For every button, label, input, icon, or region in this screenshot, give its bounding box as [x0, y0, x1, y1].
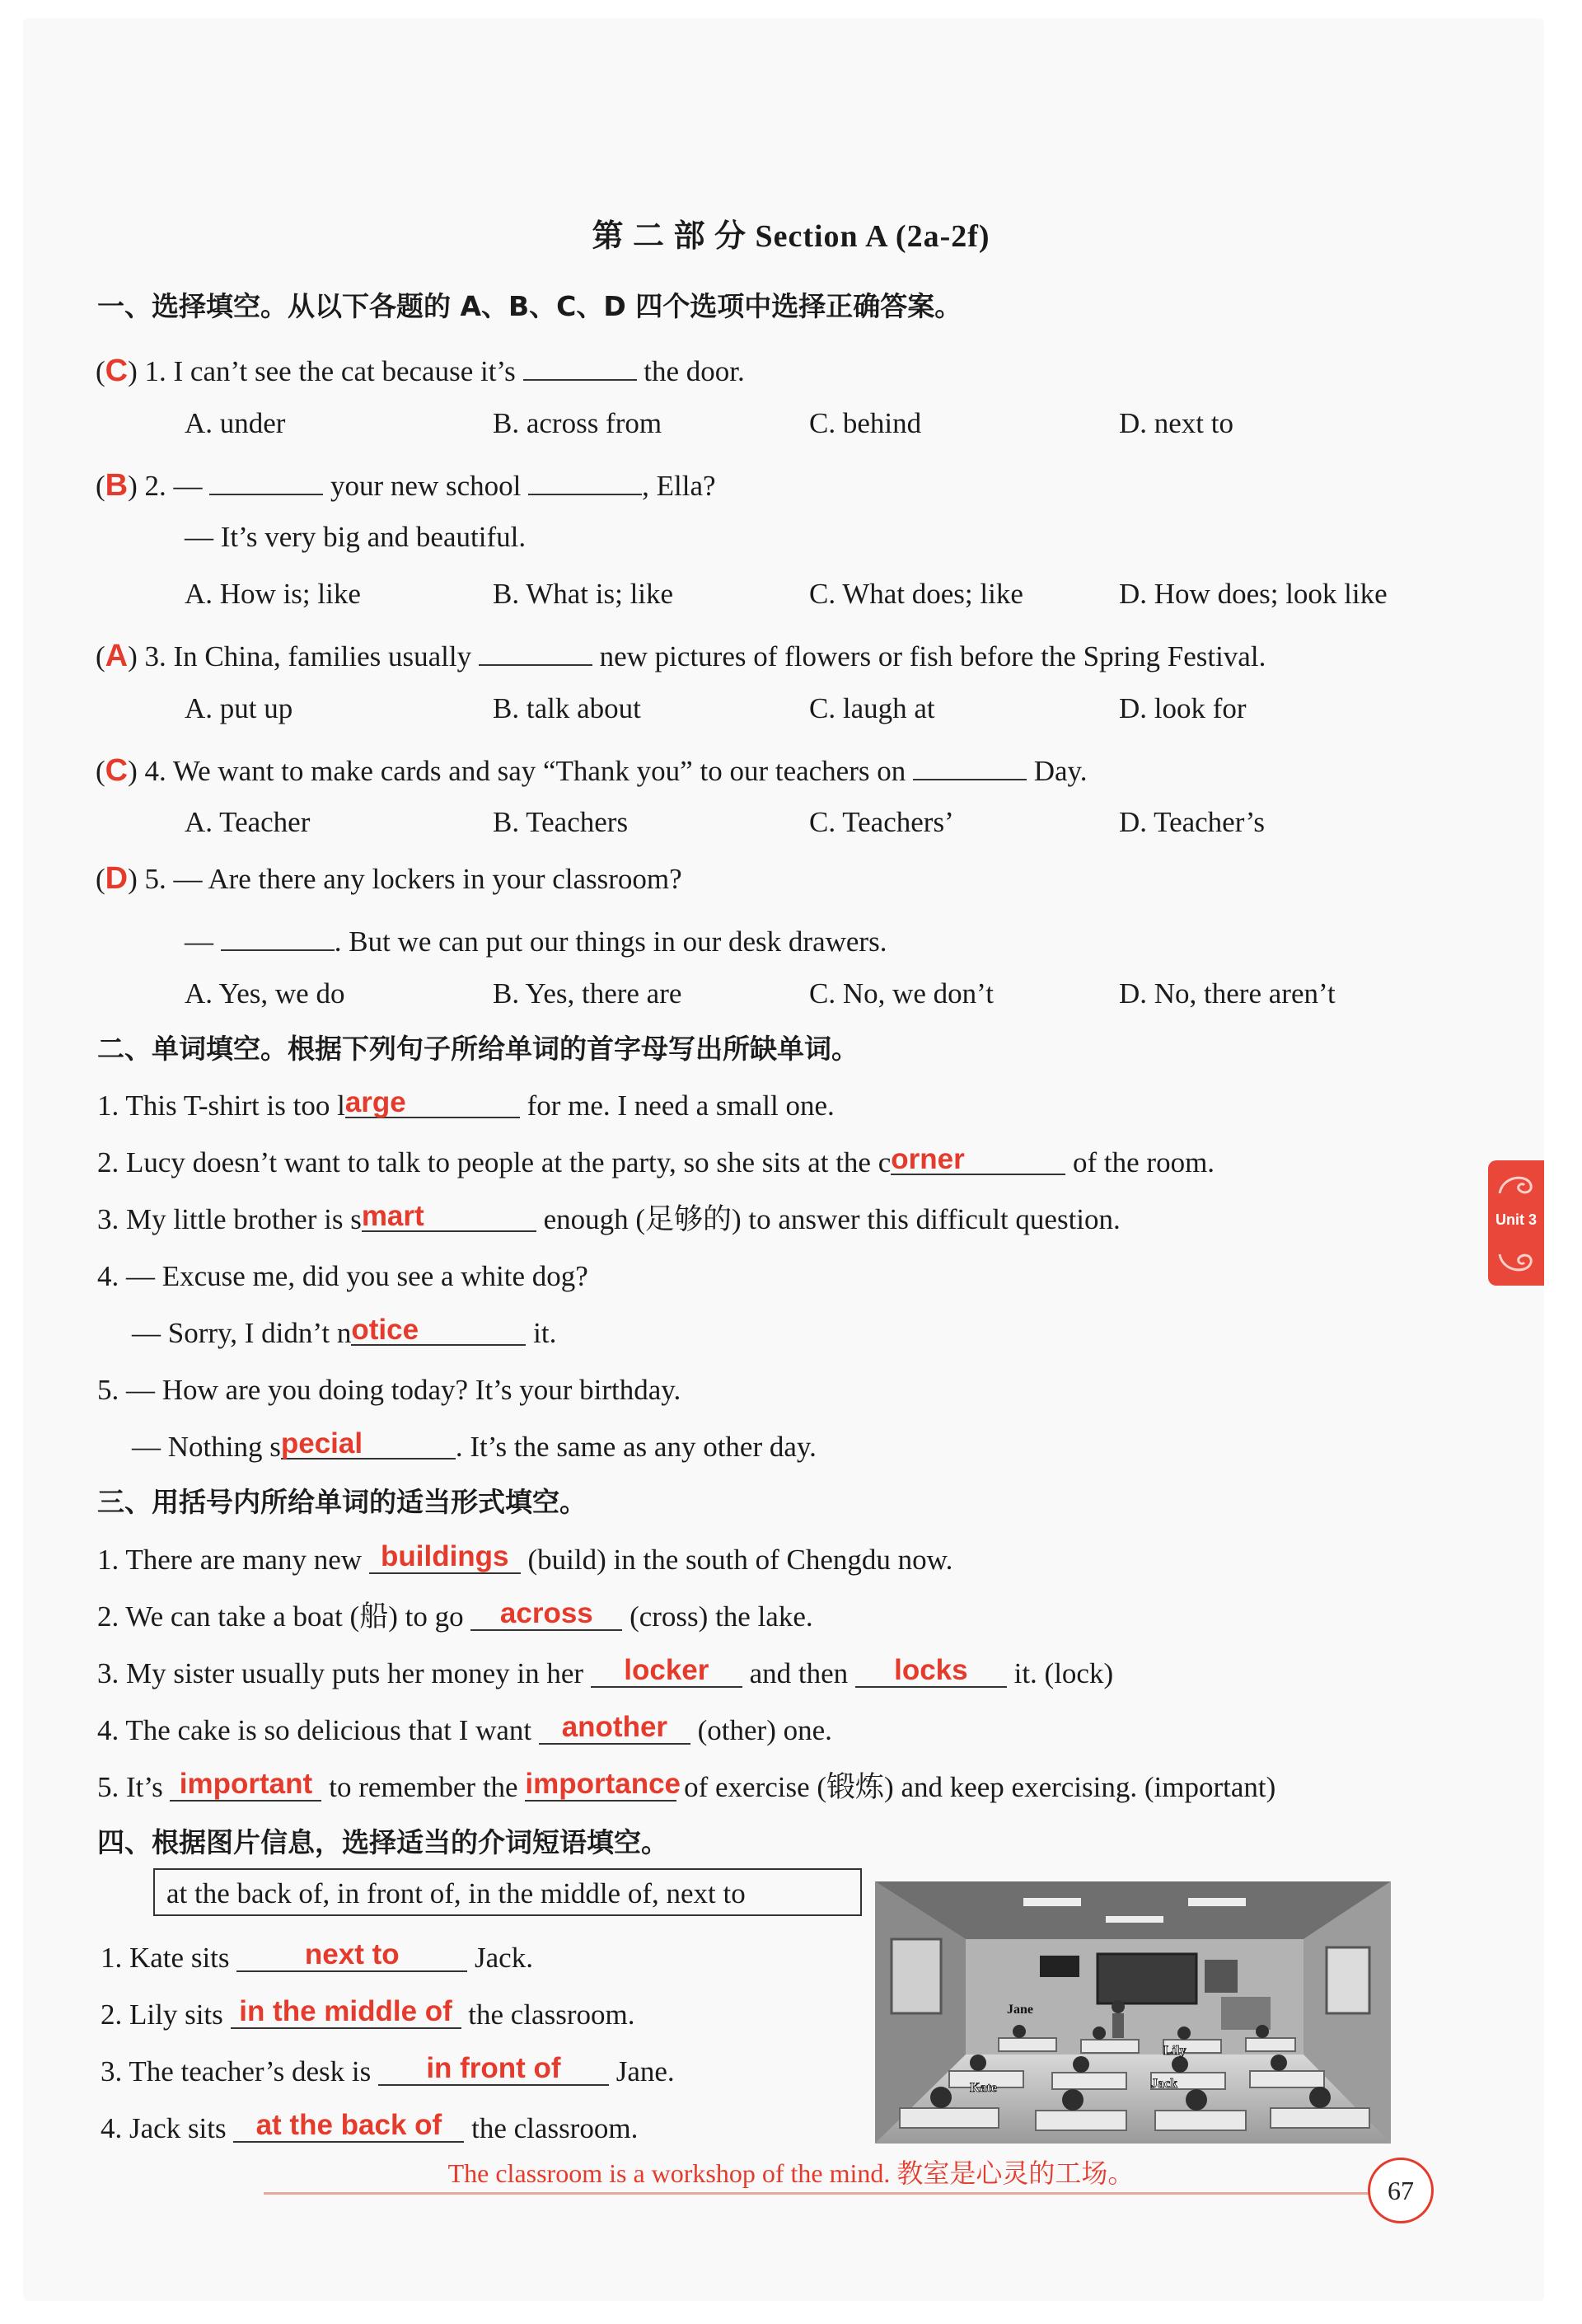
option-a: A. How is; like	[185, 578, 361, 610]
question-stem-end: Day.	[1033, 755, 1088, 787]
sentence-start: 5. It’s	[97, 1771, 163, 1803]
section-title: 第 二 部 分 Section A (2a-2f)	[592, 219, 990, 254]
question-5: (D) 5. — Are there any lockers in your classroom?	[96, 861, 682, 896]
unit-label: Unit 3	[1495, 1211, 1537, 1228]
classroom-picture	[875, 1881, 1391, 2144]
question-stem: 5. — Are there any lockers in your classroom?	[144, 863, 682, 895]
answer-fill: in front of	[378, 2054, 609, 2086]
sentence-end: Jane.	[615, 2055, 675, 2087]
option-a: A. under	[185, 407, 286, 439]
question-stem: 1. I can’t see the cat because it’s	[144, 355, 516, 387]
answer-fill: next to	[236, 1940, 467, 1972]
answer-fill: across	[470, 1599, 622, 1631]
question-stem: 2. —	[144, 470, 203, 502]
sentence-end: the classroom.	[471, 2112, 639, 2144]
option-c: C. What does; like	[809, 578, 1023, 610]
label-jane: Jane	[1007, 2003, 1033, 2017]
sentence-start: 1. There are many new	[97, 1544, 363, 1576]
word-question-2	[97, 1143, 1215, 1178]
question-2: (B) 2. — your new school , Ella?	[96, 464, 716, 501]
answer-fill: orner	[891, 1145, 1065, 1175]
answer-letter: D	[105, 861, 129, 896]
answer-fill: pecial	[281, 1429, 456, 1460]
footer-motto: The classroom is a workshop of the mind. 教室是心灵的工场。	[447, 2158, 1135, 2188]
word-question-5: 5. — How are you doing today? It’s your birthday.	[97, 1374, 681, 1406]
answer-letter: B	[105, 468, 129, 503]
sentence-start: — Nothing s	[132, 1431, 281, 1463]
answer-fill: important	[170, 1769, 321, 1802]
option-a: A. put up	[185, 692, 293, 724]
unit-side-tab	[1488, 1160, 1544, 1286]
answer-blank	[913, 749, 1027, 780]
sentence-end: of the room.	[1073, 1146, 1215, 1178]
word-question-5-reply	[132, 1427, 817, 1463]
picture-question-1	[101, 1938, 533, 1975]
answer-letter: A	[105, 639, 129, 673]
question-stem-end: new pictures of flowers or fish before the Spring Festival.	[599, 640, 1266, 672]
sentence-start: 1. Kate sits	[101, 1942, 230, 1974]
label-jack: Jack	[1151, 2077, 1177, 2091]
form-question-3	[97, 1654, 1114, 1691]
sentence-start: 3. My little brother is s	[97, 1203, 362, 1235]
form-question-1	[97, 1540, 953, 1577]
answer-fill: mart	[362, 1202, 536, 1232]
picture-question-3	[101, 2052, 675, 2089]
label-kate: Kate	[970, 2081, 997, 2095]
sentence-start: 3. The teacher’s desk is	[101, 2055, 372, 2087]
label-lily: Lily	[1163, 2044, 1186, 2058]
answer-fill-2: locks	[855, 1656, 1007, 1688]
sentence-start: 4. Jack sits	[101, 2112, 227, 2144]
answer-blank	[523, 349, 637, 381]
footer-divider	[264, 2192, 1384, 2195]
word-question-3	[97, 1200, 1121, 1235]
option-d: D. How does; look like	[1119, 578, 1388, 610]
sentence-start: — Sorry, I didn’t n	[132, 1317, 352, 1349]
answer-fill: in the middle of	[231, 1997, 461, 2029]
sentence-start: 1. This T-shirt is too l	[97, 1089, 345, 1122]
sentence-end: . It’s the same as any other day.	[455, 1431, 817, 1463]
form-question-4	[97, 1711, 832, 1748]
option-b: B. Teachers	[493, 806, 629, 838]
part3-heading: 三、用括号内所给单词的适当形式填空。	[97, 1486, 587, 1518]
question-stem-mid: your new school	[330, 470, 522, 502]
option-c: C. Teachers’	[809, 806, 954, 838]
question-4: (C) 4. We want to make cards and say “Thank you” to our teachers on Day.	[96, 749, 1088, 786]
word-question-4-reply	[132, 1314, 557, 1349]
sentence-start: 2. We can take a boat (船) to go	[97, 1600, 464, 1633]
answer-fill: another	[539, 1713, 690, 1745]
option-a: A. Teacher	[185, 806, 311, 838]
option-b: B. across from	[493, 407, 662, 439]
sentence-end: (build) in the south of Chengdu now.	[527, 1544, 953, 1576]
option-d: D. Teacher’s	[1119, 806, 1266, 838]
question-stem: 3. In China, families usually	[144, 640, 472, 672]
sentence-end: for me. I need a small one.	[527, 1089, 835, 1122]
answer-letter: C	[105, 354, 129, 388]
answer-letter: C	[105, 753, 129, 788]
answer-fill: at the back of	[233, 2111, 464, 2143]
swirl-ornament-icon	[1495, 1169, 1538, 1202]
swirl-ornament-icon	[1495, 1246, 1538, 1279]
option-d: D. next to	[1119, 407, 1234, 439]
option-c: C. laugh at	[809, 692, 935, 724]
sentence-end: enough (足够的) to answer this difficult question.	[543, 1203, 1121, 1235]
sentence-middle: to remember the	[329, 1771, 518, 1803]
answer-blank	[479, 635, 592, 666]
sentence-end: the classroom.	[468, 1998, 635, 2031]
answer-fill: locker	[591, 1656, 742, 1688]
option-c: C. behind	[809, 407, 922, 439]
form-question-2	[97, 1597, 813, 1634]
question-stem-end: the door.	[644, 355, 745, 387]
page-number: 67	[1368, 2158, 1434, 2223]
sentence-end: (cross) the lake.	[630, 1600, 813, 1633]
picture-question-2	[101, 1995, 635, 2032]
option-b: B. What is; like	[493, 578, 674, 610]
picture-question-4	[101, 2109, 639, 2146]
reply-dash: —	[185, 925, 213, 958]
answer-fill: buildings	[369, 1542, 521, 1574]
sentence-start: 4. The cake is so delicious that I want	[97, 1714, 532, 1746]
option-d: D. look for	[1119, 692, 1247, 724]
sentence-end: it. (lock)	[1013, 1657, 1114, 1689]
answer-blank	[528, 464, 642, 495]
question-3: (A) 3. In China, families usually new pictures of flowers or fish before the Spring Festival.	[96, 635, 1266, 672]
word-question-4: 4. — Excuse me, did you see a white dog?	[97, 1260, 588, 1292]
reply-line	[185, 920, 887, 956]
question-1: (C) 1. I can’t see the cat because it’s the door.	[96, 349, 745, 387]
part4-heading: 四、根据图片信息，选择适当的介词短语填空。	[97, 1826, 668, 1858]
answer-fill-2: importance	[525, 1768, 681, 1800]
question-stem-end: , Ella?	[642, 470, 716, 502]
sentence-end: (other) one.	[697, 1714, 832, 1746]
part2-heading: 二、单词填空。根据下列句子所给单词的首字母写出所缺单词。	[97, 1033, 859, 1065]
answer-blank	[209, 464, 323, 495]
option-d: D. No, there aren’t	[1119, 977, 1336, 1010]
part1-heading: 一、选择填空。从以下各题的 A、B、C、D 四个选项中选择正确答案。	[97, 290, 962, 322]
word-question-1	[97, 1086, 835, 1122]
answer-fill: arge	[345, 1088, 520, 1118]
sentence-middle: and then	[749, 1657, 849, 1689]
reply-line: — It’s very big and beautiful.	[185, 521, 527, 553]
reply-text: . But we can put our things in our desk drawers.	[334, 925, 887, 958]
sentence-start: 3. My sister usually puts her money in her	[97, 1657, 584, 1689]
sentence-end: Jack.	[475, 1942, 533, 1974]
answer-blank	[221, 920, 335, 951]
sentence-start: 2. Lily sits	[101, 1998, 223, 2031]
form-question-5	[97, 1768, 1276, 1805]
answer-fill: otice	[351, 1315, 526, 1346]
sentence-end: of exercise (锻炼) and keep exercising. (important)	[684, 1771, 1276, 1803]
option-c: C. No, we don’t	[809, 977, 994, 1010]
option-a: A. Yes, we do	[185, 977, 345, 1010]
option-b: B. talk about	[493, 692, 641, 724]
phrase-word-box: at the back of, in front of, in the middle of, next to	[153, 1868, 862, 1916]
option-b: B. Yes, there are	[493, 977, 682, 1010]
question-stem: 4. We want to make cards and say “Thank you” to our teachers on	[144, 755, 906, 787]
sentence-start: 2. Lucy doesn’t want to talk to people at the party, so she sits at the c	[97, 1146, 892, 1178]
sentence-end: it.	[533, 1317, 557, 1349]
